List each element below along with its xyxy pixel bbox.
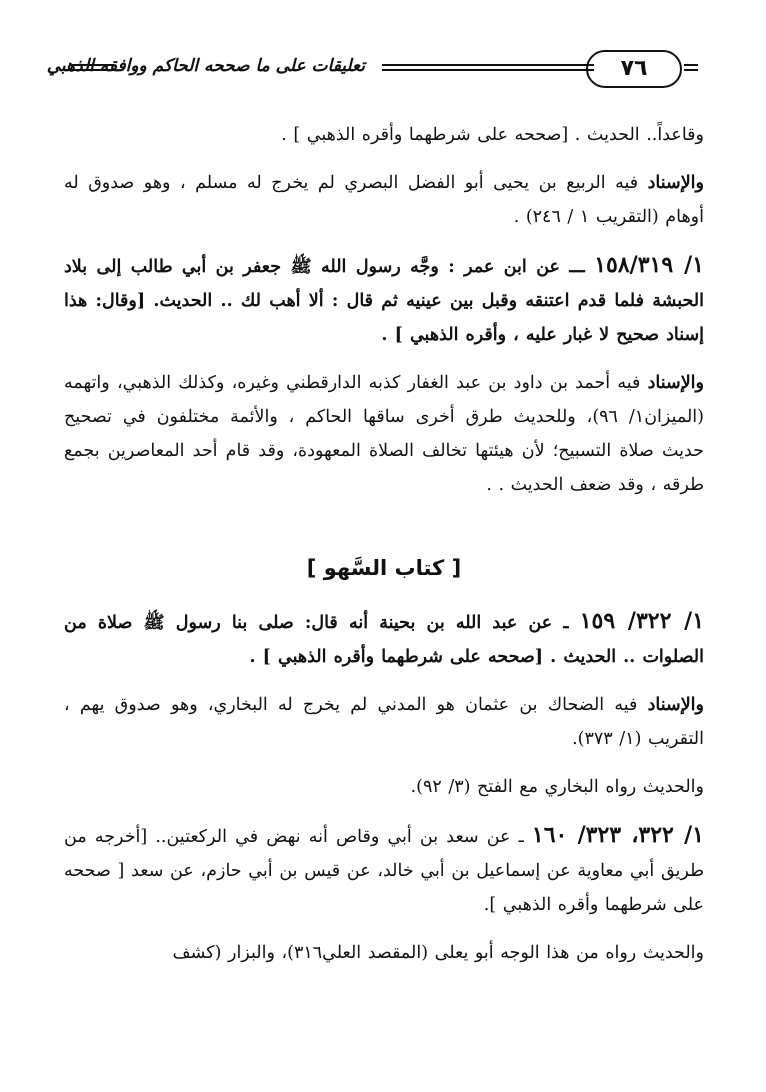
- page-number-badge: ٧٦: [586, 50, 682, 88]
- header-rule-middle: [382, 64, 594, 74]
- paragraph-lead: والإسناد: [647, 695, 704, 715]
- paragraph-text: والحديث رواه من هذا الوجه أبو يعلى (المقصد العلي٣١٦)، والبزار (كشف: [172, 943, 704, 963]
- running-header: [46, 50, 698, 92]
- paragraph-text: ـ عن عبد الله بن بحينة أنه قال: صلى بنا رسول ﷺ صلاة من الصلوات .. الحديث . [صححه على شرطهما وأقره الذهبي ] .: [64, 613, 704, 667]
- paragraph-text: وقاعداً.. الحديث . [صححه على شرطهما وأقره الذهبي ] .: [281, 125, 704, 145]
- paragraph-text: فيه الضحاك بن عثمان هو المدني لم يخرج له البخاري، وهو صدوق يهم ، التقريب (١/ ٣٧٣).: [64, 695, 704, 749]
- paragraph-text: والحديث رواه البخاري مع الفتح (٣/ ٩٢).: [410, 777, 704, 797]
- paragraph-text: ـــ عن ابن عمر : وجَّه رسول الله ﷺ جعفر بن أبي طالب إلى بلاد الحبشة فلما قدم اعتنقه وقبل بين عينيه ثم قال : ألا أهب لك .. الحديث. [وقال: هذا إسناد صحيح لا غبار عليه ، وأقره الذهبي ] .: [64, 257, 704, 345]
- paragraph: [64, 770, 704, 804]
- paragraph-text: ـ عن سعد بن أبي وقاص أنه نهض في الركعتين.. [أخرجه من طريق أبي معاوية عن إسماعيل بن أبي خالد، عن قيس بن أبي حازم، عن سعد [ صححه على شرطهما وأقره الذهبي ].: [64, 827, 704, 915]
- paragraph-text: فيه أحمد بن داود بن عبد الغفار كذبه الدارقطني وغيره، وكذلك الذهبي، واتهمه (الميزان١/ ٩٦)، وللحديث طرق أخرى ساقها الحاكم ، والأئمة مختلفون في تصحيح حديث صلاة التسبيح؛ لأن هيئتها تخالف الصلاة المعهودة، وقد قام أحد المعاصرين بجمع طرقه ، وقد ضعف الحديث . .: [64, 373, 704, 495]
- hadith-reference: ١/ ٣٢٢، ٣٢٣/ ١٦٠: [531, 822, 704, 848]
- hadith-entry: [64, 248, 704, 352]
- paragraph: [64, 688, 704, 756]
- hadith-reference: ١/ ٣٢٢/ ١٥٩: [579, 608, 705, 634]
- paragraph: [64, 166, 704, 234]
- paragraph-text: فيه الربيع بن يحيى أبو الفضل البصري لم يخرج له مسلم ، وهو صدوق له أوهام (التقريب ١ / ٢٤٦) .: [64, 173, 704, 227]
- running-title: تعليقات على ما صححه الحاكم ووافقه الذهبي: [46, 56, 365, 76]
- page-body: [64, 118, 704, 984]
- hadith-entry: [64, 818, 704, 922]
- paragraph-lead: والإسناد: [647, 373, 704, 393]
- hadith-reference: ١/ ١٥٨/٣١٩: [594, 252, 704, 278]
- paragraph: [64, 118, 704, 152]
- paragraph: [64, 936, 704, 970]
- chapter-heading: [ كتاب السَّهو ]: [306, 556, 462, 580]
- paragraph-lead: والإسناد: [647, 173, 704, 193]
- header-rule-right: [684, 64, 698, 74]
- paragraph: [64, 366, 704, 502]
- hadith-entry: [64, 604, 704, 674]
